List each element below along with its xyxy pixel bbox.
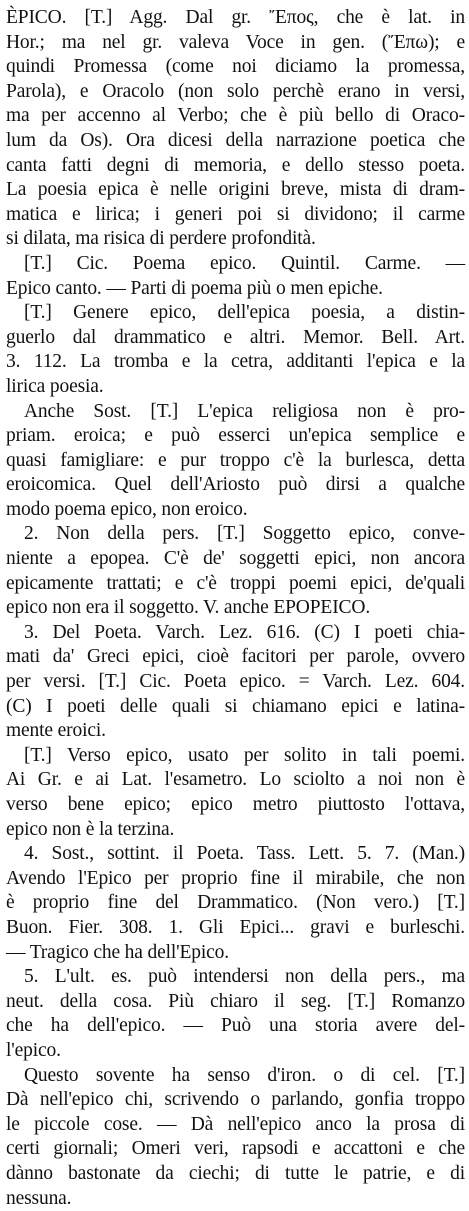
entry-line: nessuna.: [6, 1187, 465, 1211]
entry-line: [T.] Genere epico, dell'epica poesia, a distin-: [6, 301, 465, 326]
entry-line: 2. Non della pers. [T.] Soggetto epico, conve-: [6, 522, 465, 547]
entry-line: Questo sovente ha senso d'iron. o di cel. [T.]: [6, 1064, 465, 1089]
entry-line: dànno bastonate da ciechi; di tutte le patrie, e di: [6, 1162, 465, 1187]
entry-line: neut. della cosa. Più chiaro il seg. [T.] Romanzo: [6, 990, 465, 1015]
entry-line: ÈPICO. [T.] Agg. Dal gr. Ἔπος, che è lat. in: [6, 6, 465, 31]
entry-line: le piccole cose. — Dà nell'epico anco la prosa di: [6, 1113, 465, 1138]
entry-line: quindi Promessa (come noi diciamo la promessa,: [6, 55, 465, 80]
entry-line: per versi. [T.] Cic. Poeta epico. = Varch. Lez. 604.: [6, 670, 465, 695]
entry-line: epicamente trattati; e c'è troppi poemi epici, de'quali: [6, 572, 465, 597]
entry-line: 4. Sost., sottint. il Poeta. Tass. Lett. 5. 7. (Man.): [6, 842, 465, 867]
entry-line: Ai Gr. e ai Lat. l'esametro. Lo sciolto a noi non è: [6, 768, 465, 793]
entry-line: epico non è la terzina.: [6, 818, 465, 843]
entry-line: — Tragico che ha dell'Epico.: [6, 941, 465, 966]
entry-line: [T.] Cic. Poema epico. Quintil. Carme. —: [6, 252, 465, 277]
entry-line: Anche Sost. [T.] L'epica religiosa non è pro-: [6, 400, 465, 425]
entry-line: l'epico.: [6, 1039, 465, 1064]
entry-line: lum da Os). Ora dicesi della narrazione poetica che: [6, 129, 465, 154]
entry-line: eroicomica. Quel dell'Ariosto può dirsi a qualche: [6, 473, 465, 498]
entry-line: niente a epopea. C'è de' soggetti epici, non ancora: [6, 547, 465, 572]
entry-line: 5. L'ult. es. può intendersi non della pers., ma: [6, 965, 465, 990]
entry-line: 3. Del Poeta. Varch. Lez. 616. (C) I poeti chia-: [6, 621, 465, 646]
entry-line: Parola), e Oracolo (non solo perchè erano in versi,: [6, 80, 465, 105]
entry-line: Avendo l'Epico per proprio fine il mirabile, che non: [6, 867, 465, 892]
entry-line: è proprio fine del Drammatico. (Non vero.) [T.]: [6, 891, 465, 916]
entry-line: matica e lirica; i generi poi si dividono; il carme: [6, 203, 465, 228]
entry-line: [T.] Verso epico, usato per solito in tali poemi.: [6, 744, 465, 769]
entry-line: mati da' Greci epici, cioè facitori per parole, ovvero: [6, 645, 465, 670]
entry-line: guerlo dal drammatico e altri. Memor. Bell. Art.: [6, 326, 465, 351]
entry-line: lirica poesia.: [6, 375, 465, 400]
entry-line: si dilata, ma risica di perdere profondità.: [6, 227, 465, 252]
entry-line: modo poema epico, non eroico.: [6, 498, 465, 523]
entry-line: che ha dell'epico. — Può una storia avere del-: [6, 1014, 465, 1039]
entry-line: canta fatti degni di memoria, e dello stesso poeta.: [6, 154, 465, 179]
entry-line: Dà nell'epico chi, scrivendo o parlando, gonfia troppo: [6, 1088, 465, 1113]
entry-line: certi giornali; Omeri veri, rapsodi e accattoni e che: [6, 1137, 465, 1162]
entry-line: priam. eroica; e può esserci un'epica semplice e: [6, 424, 465, 449]
entry-line: 3. 112. La tromba e la cetra, additanti l'epica e la: [6, 350, 465, 375]
entry-line: verso bene epico; epico metro piuttosto l'ottava,: [6, 793, 465, 818]
entry-line: Hor.; ma nel gr. valeva Voce in gen. (Ἔπω); e: [6, 31, 465, 56]
entry-line: La poesia epica è nelle origini breve, mista di dram-: [6, 178, 465, 203]
entry-line: (C) I poeti delle quali si chiamano epici e latina-: [6, 695, 465, 720]
entry-line: Buon. Fier. 308. 1. Gli Epici... gravi e burleschi.: [6, 916, 465, 941]
entry-line: epico non era il soggetto. V. anche EPOPEICO.: [6, 596, 465, 621]
entry-line: Epico canto. — Parti di poema più o men epiche.: [6, 277, 465, 302]
entry-line: quasi famigliare: e pur troppo c'è la burlesca, detta: [6, 449, 465, 474]
entry-line: mente eroici.: [6, 719, 465, 744]
entry-line: ma per accenno al Verbo; che è più bello di Oraco-: [6, 104, 465, 129]
